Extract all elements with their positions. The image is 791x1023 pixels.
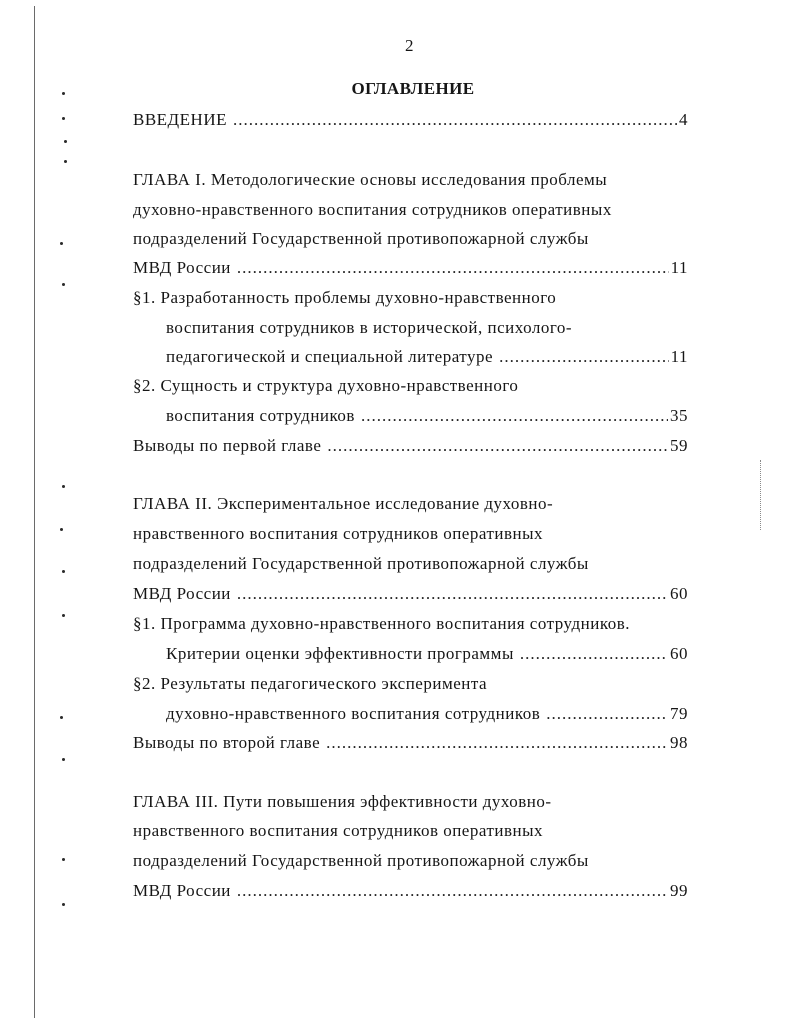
chapter-3-title-line: подразделений Государственной противопожарной службы xyxy=(133,851,589,870)
toc-entry-page: 59 xyxy=(670,436,688,455)
dot-leader xyxy=(233,110,677,130)
toc-entry-chapter-2-conclusions[interactable] xyxy=(133,733,688,753)
dot-leader xyxy=(237,258,669,278)
page-number: 2 xyxy=(405,36,414,55)
toc-entry-chapter-1[interactable] xyxy=(133,258,688,278)
chapter-2-title-line: ГЛАВА II. Экспериментальное исследование духовно- xyxy=(133,494,554,513)
dot-leader xyxy=(499,347,669,367)
section-1-1-title-line: воспитания сотрудников в исторической, психолого- xyxy=(166,318,573,337)
section-1-1-title-line: §1. Разработанность проблемы духовно-нравственного xyxy=(133,288,557,307)
scan-speck xyxy=(62,570,65,573)
toc-entry-chapter-3[interactable] xyxy=(133,881,688,901)
chapter-2-title-line: подразделений Государственной противопожарной службы xyxy=(133,554,589,573)
section-1-2-title-line: §2. Сущность и структура духовно-нравственного xyxy=(133,376,519,395)
section-2-2-title-line: §2. Результаты педагогического эксперимента xyxy=(133,674,488,693)
chapter-3-title-line: ГЛАВА III. Пути повышения эффективности духовно- xyxy=(133,792,552,811)
toc-entry-section-1-1[interactable] xyxy=(166,347,688,367)
toc-entry-label: педагогической и специальной литературе xyxy=(166,347,494,366)
chapter-2-title-line: нравственного воспитания сотрудников оперативных xyxy=(133,524,544,543)
toc-entry-label: МВД России xyxy=(133,584,231,603)
toc-entry-label: МВД России xyxy=(133,881,231,900)
toc-entry-label: Критерии оценки эффективности программы xyxy=(166,644,514,663)
toc-entry-page: 11 xyxy=(670,347,688,366)
toc-entry-page: 98 xyxy=(670,733,688,752)
scan-speck xyxy=(62,858,65,861)
chapter-1-title-line: подразделений Государственной противопожарной службы xyxy=(133,229,589,248)
toc-entry-page: 99 xyxy=(670,881,688,900)
scan-speck xyxy=(64,140,67,143)
scan-speck xyxy=(62,758,65,761)
toc-entry-page: 4 xyxy=(679,110,688,129)
toc-entry-label: МВД России xyxy=(133,258,231,277)
toc-entry-label: ВВЕДЕНИЕ xyxy=(133,110,227,129)
dot-leader xyxy=(520,644,668,664)
toc-entry-chapter-2[interactable] xyxy=(133,584,688,604)
chapter-3-title-line: нравственного воспитания сотрудников оперативных xyxy=(133,821,544,840)
toc-entry-section-2-2[interactable] xyxy=(166,704,688,724)
scan-speck xyxy=(62,485,65,488)
dot-leader xyxy=(326,733,668,753)
toc-entry-chapter-1-conclusions[interactable] xyxy=(133,436,688,456)
scan-speck xyxy=(64,160,67,163)
scan-speck xyxy=(62,117,65,120)
scan-speck xyxy=(62,614,65,617)
toc-entry-label: духовно-нравственного воспитания сотрудников xyxy=(166,704,541,723)
toc-entry-label: воспитания сотрудников xyxy=(166,406,355,425)
toc-entry-page: 79 xyxy=(670,704,688,723)
dot-leader xyxy=(327,436,668,456)
scan-speck xyxy=(60,716,63,719)
toc-entry-page: 60 xyxy=(670,644,688,663)
toc-title: ОГЛАВЛЕНИЕ xyxy=(351,79,475,98)
chapter-1-title-line: ГЛАВА I. Методологические основы исследования проблемы xyxy=(133,170,608,189)
toc-entry-page: 35 xyxy=(670,406,688,425)
toc-entry-label: Выводы по второй главе xyxy=(133,733,321,752)
dot-leader xyxy=(237,881,668,901)
toc-entry-page: 60 xyxy=(670,584,688,603)
dot-leader xyxy=(546,704,668,724)
scan-right-mark xyxy=(760,460,762,530)
toc-entry-intro[interactable] xyxy=(133,110,688,130)
scan-speck xyxy=(62,283,65,286)
scan-speck xyxy=(60,528,63,531)
scan-speck xyxy=(62,903,65,906)
chapter-1-title-line: духовно-нравственного воспитания сотрудников оперативных xyxy=(133,200,612,219)
scan-speck xyxy=(60,242,63,245)
toc-entry-section-1-2[interactable] xyxy=(166,406,688,426)
toc-entry-label: Выводы по первой главе xyxy=(133,436,322,455)
section-2-1-title-line: §1. Программа духовно-нравственного воспитания сотрудников. xyxy=(133,614,630,633)
toc-entry-section-2-1[interactable] xyxy=(166,644,688,664)
dot-leader xyxy=(237,584,668,604)
dot-leader xyxy=(361,406,668,426)
toc-entry-page: 11 xyxy=(670,258,688,277)
scan-margin-line xyxy=(34,6,35,1018)
